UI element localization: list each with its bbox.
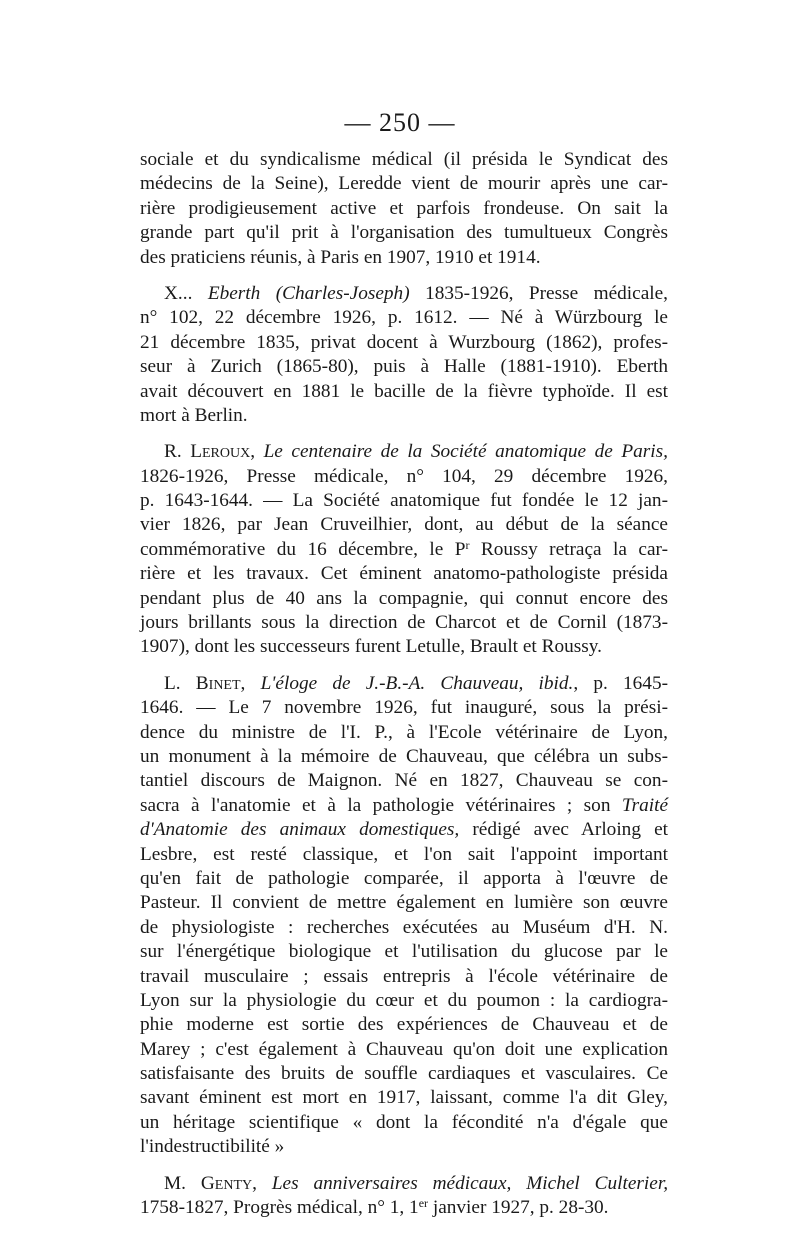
text-line (140, 1135, 668, 1159)
paragraph (140, 282, 668, 428)
text-run: Pasteur. Il convient de mettre également en lumière son œuvre (140, 892, 668, 914)
text-run: des praticiens réunis, à Paris en 1907, 1910 et 1914. (140, 246, 541, 268)
text-run: jours brillants sous la direction de Charcot et de Cornil (1873- (140, 612, 668, 634)
text-line (140, 769, 668, 793)
text-run: p. 1643-1644. — La Société anatomique fut fondée le 12 jan- (140, 490, 668, 512)
text-line (140, 148, 668, 172)
text-line (140, 440, 668, 464)
paragraph-gap (140, 660, 668, 672)
author-name: Leroux (190, 441, 251, 463)
text-line (140, 1196, 668, 1220)
text-run: qu'en fait de pathologie comparée, il apporta à l'œuvre de (140, 867, 668, 889)
text-line (140, 1062, 668, 1086)
text-line (140, 282, 668, 306)
paragraph (140, 440, 668, 660)
text-line (140, 635, 668, 659)
text-line (140, 404, 668, 428)
text-line (140, 465, 668, 489)
text-run: mort à Berlin. (140, 404, 248, 426)
text-run: Roussy retraça la car- (469, 538, 668, 560)
text-line (140, 1172, 668, 1196)
text-line (140, 867, 668, 891)
text-run: 1758-1827, Progrès médical, n° 1, 1 (140, 1197, 419, 1219)
text-line (140, 172, 668, 196)
text-run: janvier 1927, p. 28-30. (428, 1197, 609, 1219)
italic-text: d'Anatomie des animaux domestiques, (140, 819, 460, 841)
italic-text: Eberth (Charles-Joseph) (207, 282, 410, 304)
text-line (140, 818, 668, 842)
text-line (140, 221, 668, 245)
text-line (140, 1111, 668, 1135)
paragraph (140, 148, 668, 270)
paragraph-gap (140, 270, 668, 282)
text-line (140, 696, 668, 720)
text-run: phie moderne est sortie des expériences de Chauveau et de (140, 1014, 668, 1036)
text-run: 1646. — Le 7 novembre 1926, fut inauguré, sous la prési- (140, 697, 668, 719)
text-line (140, 794, 668, 818)
text-run: rière et les travaux. Cet éminent anatomo-pathologiste présida (140, 563, 668, 585)
text-run: 1835-1926, Presse médicale, (409, 282, 668, 304)
text-line (140, 891, 668, 915)
italic-text: L'éloge de J.-B.-A. Chauveau, ibid. (260, 672, 574, 694)
text-run: Lyon sur la physiologie du cœur et du poumon : la cardiogra- (140, 989, 668, 1011)
text-run: 21 décembre 1835, privat docent à Wurzbourg (1862), profes- (140, 331, 668, 353)
text-run: médecins de la Seine), Leredde vient de mourir après une car- (140, 173, 668, 195)
body-text (140, 148, 668, 1220)
text-run: L. (164, 672, 196, 694)
author-name: Binet (195, 672, 241, 694)
text-run: savant éminent est mort en 1917, laissant, comme l'a dit Gley, (140, 1087, 668, 1109)
text-run: , (250, 441, 264, 463)
text-run: 1907), dont les successeurs furent Letulle, Brault et Roussy. (140, 636, 602, 658)
text-line (140, 331, 668, 355)
text-line (140, 1013, 668, 1037)
text-line (140, 380, 668, 404)
text-run: dence du ministre de l'I. P., à l'Ecole vétérinaire de Lyon, (140, 721, 668, 743)
text-run: 1826-1926, Presse médicale, n° 104, 29 décembre 1926, (140, 465, 668, 487)
paragraph (140, 1172, 668, 1221)
text-run: travail musculaire ; essais entrepris à l'école vétérinaire de (140, 965, 668, 987)
text-run: , (240, 672, 261, 694)
text-line (140, 587, 668, 611)
text-line (140, 965, 668, 989)
text-run: vier 1826, par Jean Cruveilhier, dont, au début de la séance (140, 514, 668, 536)
text-run: Marey ; c'est également à Chauveau qu'on doit une explication (140, 1038, 668, 1060)
text-run: sur l'énergétique biologique et l'utilisation du glucose par le (140, 941, 668, 963)
text-line (140, 916, 668, 940)
text-line (140, 246, 668, 270)
text-run: rière prodigieusement active et parfois frondeuse. On sait la (140, 197, 668, 219)
text-run: Lesbre, est resté classique, et l'on sait l'appoint important (140, 843, 668, 865)
text-run: R. (164, 441, 191, 463)
text-run: seur à Zurich (1865-80), puis à Halle (1881-1910). Eberth (140, 356, 668, 378)
superscript: r (465, 537, 470, 552)
text-line (140, 721, 668, 745)
text-line (140, 538, 668, 562)
paragraph-gap (140, 1160, 668, 1172)
text-line (140, 989, 668, 1013)
text-run: rédigé avec Arloing et (459, 819, 668, 841)
text-line (140, 489, 668, 513)
text-line (140, 197, 668, 221)
text-line (140, 611, 668, 635)
italic-text: Les anniversaires médicaux, Michel Culterier, (271, 1172, 669, 1194)
text-line (140, 672, 668, 696)
text-line (140, 1086, 668, 1110)
text-line (140, 940, 668, 964)
text-run: un monument à la mémoire de Chauveau, que célébra un subs- (140, 745, 668, 767)
paragraph (140, 672, 668, 1160)
text-run: avait découvert en 1881 le bacille de la fièvre typhoïde. Il est (140, 380, 668, 402)
text-line (140, 513, 668, 537)
author-name: Genty (200, 1172, 253, 1194)
text-run: M. (164, 1172, 201, 1194)
text-line (140, 745, 668, 769)
text-run: l'indestructibilité » (140, 1136, 285, 1158)
text-run: de physiologiste : recherches exécutées au Muséum d'H. N. (140, 916, 668, 938)
text-run: tantiel discours de Maignon. Né en 1827, Chauveau se con- (140, 770, 668, 792)
text-run: pendant plus de 40 ans la compagnie, qui connut encore des (140, 587, 668, 609)
page-number: — 250 — (344, 108, 456, 137)
text-run: commémorative du 16 décembre, le P (140, 538, 466, 560)
text-run: X... (164, 282, 208, 304)
text-line (140, 306, 668, 330)
text-run: n° 102, 22 décembre 1926, p. 1612. — Né à Würzbourg le (140, 307, 668, 329)
text-line (140, 1038, 668, 1062)
text-line (140, 355, 668, 379)
text-run: sacra à l'anatomie et à la pathologie vétérinaires ; son (140, 794, 622, 816)
text-run: , p. 1645- (573, 672, 669, 694)
text-run: satisfaisante des bruits de souffle cardiaques et vasculaires. Ce (140, 1063, 668, 1085)
text-line (140, 843, 668, 867)
superscript: er (418, 1196, 429, 1211)
text-run: un héritage scientifique « dont la fécondité n'a d'égale que (140, 1111, 668, 1133)
text-run: grande part qu'il prit à l'organisation des tumultueux Congrès (140, 222, 668, 244)
text-run: , (252, 1172, 272, 1194)
italic-text: Traité (621, 794, 668, 816)
paragraph-gap (140, 428, 668, 440)
text-line (140, 562, 668, 586)
text-run: sociale et du syndicalisme médical (il présida le Syndicat des (140, 149, 668, 170)
italic-text: Le centenaire de la Société anatomique de Paris, (263, 441, 668, 463)
